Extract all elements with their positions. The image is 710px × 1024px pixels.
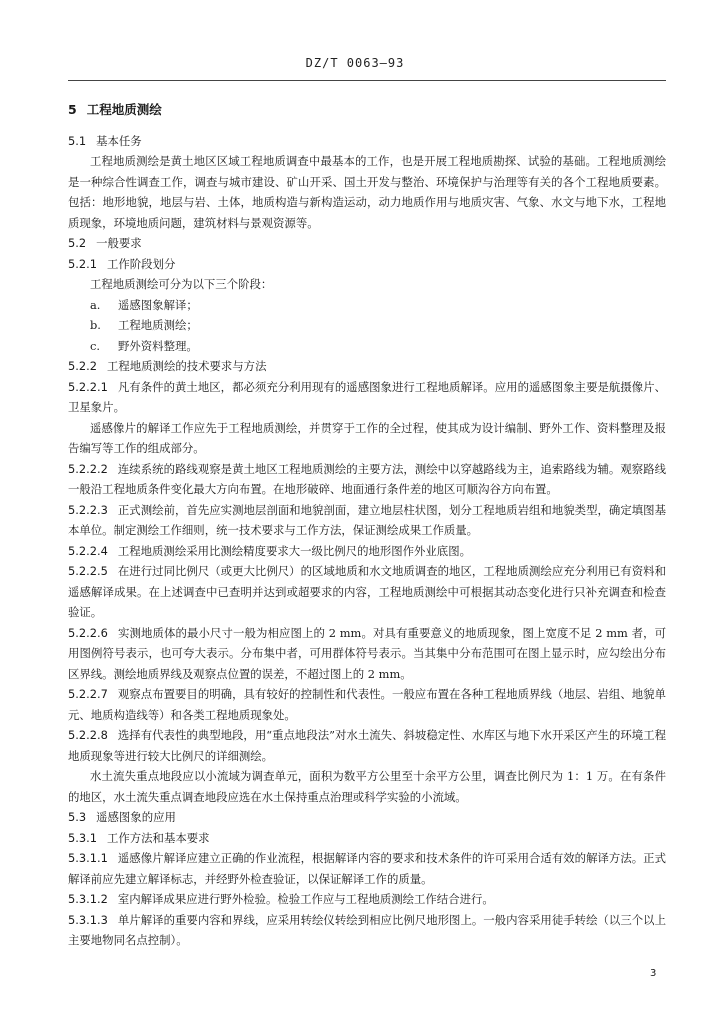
clause-number: 5.3.1.3	[68, 912, 108, 927]
list-label: c.	[90, 338, 101, 353]
clause-text: 工程地质测绘采用比测绘精度要求大一级比例尺的地形图作外业底图。	[117, 543, 471, 558]
document-body	[68, 100, 666, 951]
list-text: 遥感图象解译；	[118, 297, 198, 312]
clause-number: 5.2.2.5	[68, 564, 108, 578]
paragraph-5-2-1-intro: 工程地质测绘可分为以下三个阶段：	[90, 277, 273, 291]
section-heading	[68, 100, 666, 121]
paragraph-5-2-2-1b: 遥感像片的解译工作应先于工程地质测绘，并贯穿于工作的全过程，使其成为设计编制、野外工作、资料整理及报告编写等工作的组成部分。	[68, 420, 666, 455]
heading-title: 遥感图象的应用	[96, 810, 176, 824]
heading-5-2-1	[68, 254, 666, 275]
list-text: 野外资料整理。	[118, 338, 198, 353]
paragraph-5-2-2-8b: 水土流失重点地段应以小流域为调查单元，面积为数平方公里至十余平方公里，调查比例尺为 1：1 万。在有条件的地区，水土流失重点调查地段应选在水土保持重点治理或科学实验的小流域。	[68, 769, 666, 804]
clause-text: 室内解译成果应进行野外检验。检验工作应与工程地质测绘工作结合进行。	[117, 892, 494, 906]
section-number: 5	[68, 102, 77, 117]
clause-text: 选择有代表性的典型地段，用“重点地段法”对水土流失、斜坡稳定性、水库区与地下水开采区产生的环境工程地质现象等进行较大比例尺的详细测绘。	[68, 728, 666, 763]
clause-5-2-2-6	[68, 623, 666, 685]
clause-text: 凡有条件的黄土地区，都必须充分利用现有的遥感图象进行工程地质解译。应用的遥感图象主要是航摄像片、卫星象片。	[68, 379, 666, 414]
heading-5-1	[68, 131, 666, 152]
heading-number: 5.3	[68, 810, 87, 824]
clause-number: 5.2.2.3	[68, 502, 108, 517]
clause-number: 5.2.2.1	[68, 379, 108, 394]
heading-title: 工作方法和基本要求	[106, 830, 210, 845]
clause-number: 5.2.2.7	[68, 687, 108, 701]
clause-text: 观察点布置要目的明确，具有较好的控制性和代表性。一般应布置在各种工程地质界线（地层、岩组、地貌单元、地质构造线等）和各类工程地质现象处。	[68, 687, 666, 722]
list-label: a.	[90, 297, 101, 312]
heading-5-3-1	[68, 828, 666, 849]
heading-5-3	[68, 807, 666, 828]
heading-5-2-2	[68, 356, 666, 377]
clause-5-3-1-1	[68, 848, 666, 889]
paragraph-5-1: 工程地质测绘是黄土地区区域工程地质调查中最基本的工作，也是开展工程地质勘探、试验的基础。工程地质测绘是一种综合性调查工作，调查与城市建设、矿山开采、国土开发与整治、环境保护与治理等有关的各个工程地质要素。包括：地形地貌，地层与岩、土体，地质构造与新构造运动，动力地质作用与地质灾害、气象、水文与地下水，工程地质现象，环境地质问题，建筑材料与景观资源等。	[68, 154, 666, 230]
clause-5-2-2-3	[68, 500, 666, 541]
clause-5-2-2-1	[68, 377, 666, 418]
clause-5-2-2-4	[68, 541, 666, 562]
heading-title: 工程地质测绘的技术要求与方法	[106, 359, 267, 373]
clause-text: 单片解译的重要内容和界线，应采用转绘仪转绘到相应比例尺地形图上。一般内容采用徒手转绘（以三个以上主要地物同名点控制）。	[68, 912, 666, 947]
section-title: 工程地质测绘	[86, 102, 162, 117]
clause-number: 5.2.2.2	[68, 461, 108, 476]
clause-text: 正式测绘前，首先应实测地层剖面和地貌剖面，建立地层柱状图，划分工程地质岩组和地貌类型，确定填图基本单位。制定测绘工作细则，统一技术要求与工作方法，保证测绘成果工作质量。	[68, 502, 666, 537]
clause-number: 5.3.1.1	[68, 851, 108, 865]
clause-text: 连续系统的路线观察是黄土地区工程地质测绘的主要方法，测绘中以穿越路线为主，追索路线为辅。观察路线一般沿工程地质条件变化最大方向布置。在地形破碎、地面通行条件差的地区可顺沟谷方向布置。	[68, 461, 666, 496]
clause-5-3-1-3	[68, 910, 666, 951]
page-header: DZ/T 0063—93	[305, 56, 405, 70]
clause-5-2-2-8	[68, 725, 666, 766]
header-rule	[68, 80, 666, 81]
heading-title: 一般要求	[96, 236, 142, 250]
page-number: 3	[650, 968, 657, 979]
clause-text: 遥感像片解译应建立正确的作业流程，根据解译内容的要求和技术条件的许可采用合适有效的解译方法。正式解译前应先建立解译标志，并经野外检查验证，以保证解译工作的质量。	[68, 851, 666, 886]
heading-title: 基本任务	[96, 133, 142, 148]
clause-number: 5.2.2.6	[68, 625, 108, 640]
clause-text: 在进行过同比例尺（或更大比例尺）的区域地质和水文地质调查的地区，工程地质测绘应充分利用已有资料和遥感解译成果。在上述调查中已查明并达到或超要求的内容，工程地质测绘中可根据其动态变化进行只补充调查和检查验证。	[68, 564, 666, 619]
clause-5-2-2-2	[68, 459, 666, 500]
heading-title: 工作阶段划分	[106, 256, 176, 271]
heading-number: 5.1	[68, 133, 87, 148]
clause-5-2-2-7	[68, 684, 666, 725]
heading-number: 5.2	[68, 236, 87, 250]
heading-number: 5.2.2	[68, 359, 97, 373]
clause-number: 5.2.2.4	[68, 543, 108, 558]
list-item	[90, 315, 666, 336]
clause-number: 5.3.1.2	[68, 892, 108, 906]
list-item	[90, 295, 666, 316]
heading-number: 5.2.1	[68, 256, 97, 271]
list-item	[90, 336, 666, 357]
list-label: b.	[90, 318, 101, 332]
clause-5-2-2-5	[68, 561, 666, 623]
clause-text: 实测地质体的最小尺寸一般为相应图上的 2 mm。对具有重要意义的地质现象，图上宽度不足 2 mm 者，可用图例符号表示，也可夸大表示。分布集中者，可用群体符号表示。当其集中分布范围可在图上显示时，应勾绘出分布区界线。测绘地质界线及观察点位置的误差，不超过图上的 2 mm。	[68, 625, 666, 681]
list-text: 工程地质测绘；	[118, 318, 198, 332]
clause-5-3-1-2	[68, 889, 666, 910]
heading-number: 5.3.1	[68, 830, 97, 845]
clause-number: 5.2.2.8	[68, 728, 108, 742]
heading-5-2	[68, 233, 666, 254]
